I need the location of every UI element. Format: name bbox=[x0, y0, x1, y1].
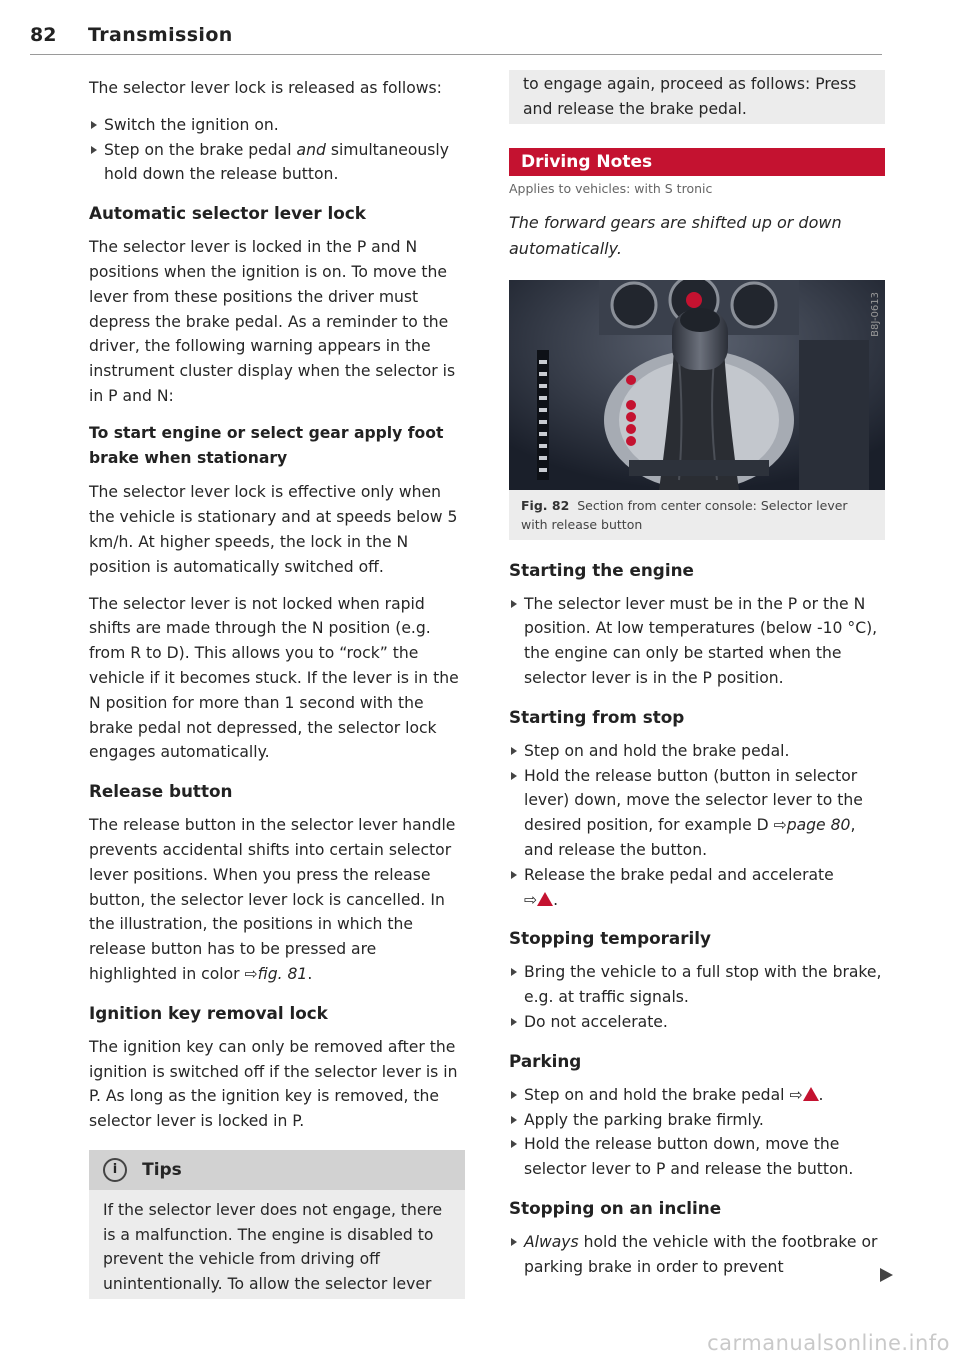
page-link[interactable]: page 80 bbox=[786, 816, 851, 835]
tips-continued-box bbox=[509, 70, 885, 124]
warning-triangle-icon[interactable] bbox=[803, 1087, 819, 1101]
release-text: The release button in the selector lever handle prevents accidental shifts into certain selector lever positions. When you press the release button, the selector lever lock is cancelled. In the illustration, the positions in which the release button has to be pressed are highlighted in color ⇨fig. 81. bbox=[89, 816, 456, 983]
fig-link[interactable]: fig. 81 bbox=[257, 964, 308, 983]
list-item: Do not accelerate. bbox=[509, 1010, 885, 1035]
list-item: Step on the brake pedal and simultaneously hold down the release button. bbox=[89, 138, 465, 188]
list-item: Step on and hold the brake pedal. bbox=[509, 739, 885, 764]
incline-heading: Stopping on an incline bbox=[509, 1197, 722, 1218]
driving-notes-banner: Driving Notes bbox=[509, 148, 885, 176]
list-item: Release the brake pedal and accelerate ⇨ . bbox=[509, 863, 885, 913]
info-icon: i bbox=[103, 1158, 127, 1182]
starting-heading: Starting the engine bbox=[509, 559, 694, 580]
list-item: The selector lever must be in the P or the N position. At low temperatures (below -10 °C), the engine can only be started when the selector lever is in the P position. bbox=[509, 592, 885, 691]
figure-code: B8J-0613 bbox=[870, 291, 881, 337]
lock-effective-text: The selector lever lock is effective only when the vehicle is stationary and at speeds below 5 km/h. At higher speeds, the lock in the N position is automatically switched off. bbox=[89, 483, 458, 576]
parking-bullets bbox=[509, 1083, 885, 1182]
incline-bullets bbox=[509, 1230, 885, 1280]
ref-arrow-icon: ⇨ bbox=[524, 890, 538, 909]
list-item: Switch the ignition on. bbox=[89, 113, 465, 138]
warning-heading: To start engine or select gear apply foot brake when stationary bbox=[89, 423, 444, 467]
figure-label: Fig. 82 bbox=[521, 497, 570, 513]
starting-bullets bbox=[509, 592, 885, 691]
intro-bullets bbox=[89, 113, 465, 187]
list-item: Hold the release button down, move the selector lever to P and release the button. bbox=[509, 1132, 885, 1182]
ignition-text: The ignition key can only be removed after the ignition is switched off if the selector lever is in P. As long as the ignition key is removed, the selector lever is locked in P. bbox=[89, 1037, 458, 1131]
italic-intro: The forward gears are shifted up or down automatically. bbox=[509, 212, 842, 258]
from-stop-bullets bbox=[509, 739, 885, 913]
release-heading: Release button bbox=[89, 781, 233, 802]
ref-arrow-icon: ⇨ bbox=[789, 1085, 803, 1104]
watermark: carmanualsonline.info bbox=[707, 1331, 950, 1355]
figure-caption: Fig. 82 Section from center console: Selector lever with release button bbox=[509, 490, 885, 540]
from-stop-heading: Starting from stop bbox=[509, 706, 685, 727]
temp-heading: Stopping temporarily bbox=[509, 928, 711, 949]
tips-text: If the selector lever does not engage, there is a malfunction. The engine is disabled to prevent the vehicle from driving off unintentionally. To allow the selector lever bbox=[103, 1200, 443, 1294]
temp-bullets bbox=[509, 960, 885, 1034]
ref-arrow-icon: ⇨ bbox=[773, 816, 787, 835]
warning-triangle-icon[interactable] bbox=[537, 892, 553, 906]
page-number: 82 bbox=[30, 24, 57, 46]
list-item: Hold the release button (button in selector lever) down, move the selector lever to the desired position, for example D ⇨page 80, and release the button. bbox=[509, 764, 885, 863]
tips-body bbox=[89, 1190, 465, 1299]
tips-header bbox=[89, 1150, 465, 1190]
ignition-heading: Ignition key removal lock bbox=[89, 1002, 328, 1023]
section-title: Transmission bbox=[88, 24, 233, 46]
page-header bbox=[30, 24, 882, 55]
right-column bbox=[509, 76, 885, 1292]
tips-continued-text: to engage again, proceed as follows: Press and release the brake pedal. bbox=[523, 75, 857, 118]
auto-lock-heading: Automatic selector lever lock bbox=[89, 203, 366, 224]
list-item: Step on and hold the brake pedal ⇨ . bbox=[509, 1083, 885, 1108]
tips-box bbox=[89, 1150, 465, 1299]
auto-lock-text: The selector lever is locked in the P and N positions when the ignition is on. To move the lever from these positions the driver must depress the brake pedal. As a reminder to the driver, the following warning appears in the instrument cluster display when the selector is in P and N: bbox=[89, 238, 456, 405]
tips-label: Tips bbox=[142, 1159, 182, 1180]
ref-arrow-icon: ⇨ bbox=[244, 964, 258, 983]
rapid-shift-text: The selector lever is not locked when rapid shifts are made through the N position (e.g. from R to D). This allows you to “rock” the vehicle if it becomes stuck. If the lever is in the N position for more than 1 second with the brake pedal not depressed, the selector lock engages automatically. bbox=[89, 594, 459, 762]
parking-heading: Parking bbox=[509, 1050, 582, 1071]
list-item: Always hold the vehicle with the footbrake or parking brake in order to prevent bbox=[509, 1230, 885, 1280]
continue-arrow-icon bbox=[880, 1268, 893, 1282]
list-item: Bring the vehicle to a full stop with the brake, e.g. at traffic signals. bbox=[509, 960, 885, 1010]
list-item: Apply the parking brake firmly. bbox=[509, 1108, 885, 1133]
left-column bbox=[89, 76, 465, 1299]
selector-lever-figure bbox=[509, 280, 885, 490]
applies-note: Applies to vehicles: with S tronic bbox=[509, 180, 713, 196]
selector-lever-illustration bbox=[509, 280, 885, 490]
intro-text: The selector lever lock is released as follows: bbox=[89, 79, 442, 97]
